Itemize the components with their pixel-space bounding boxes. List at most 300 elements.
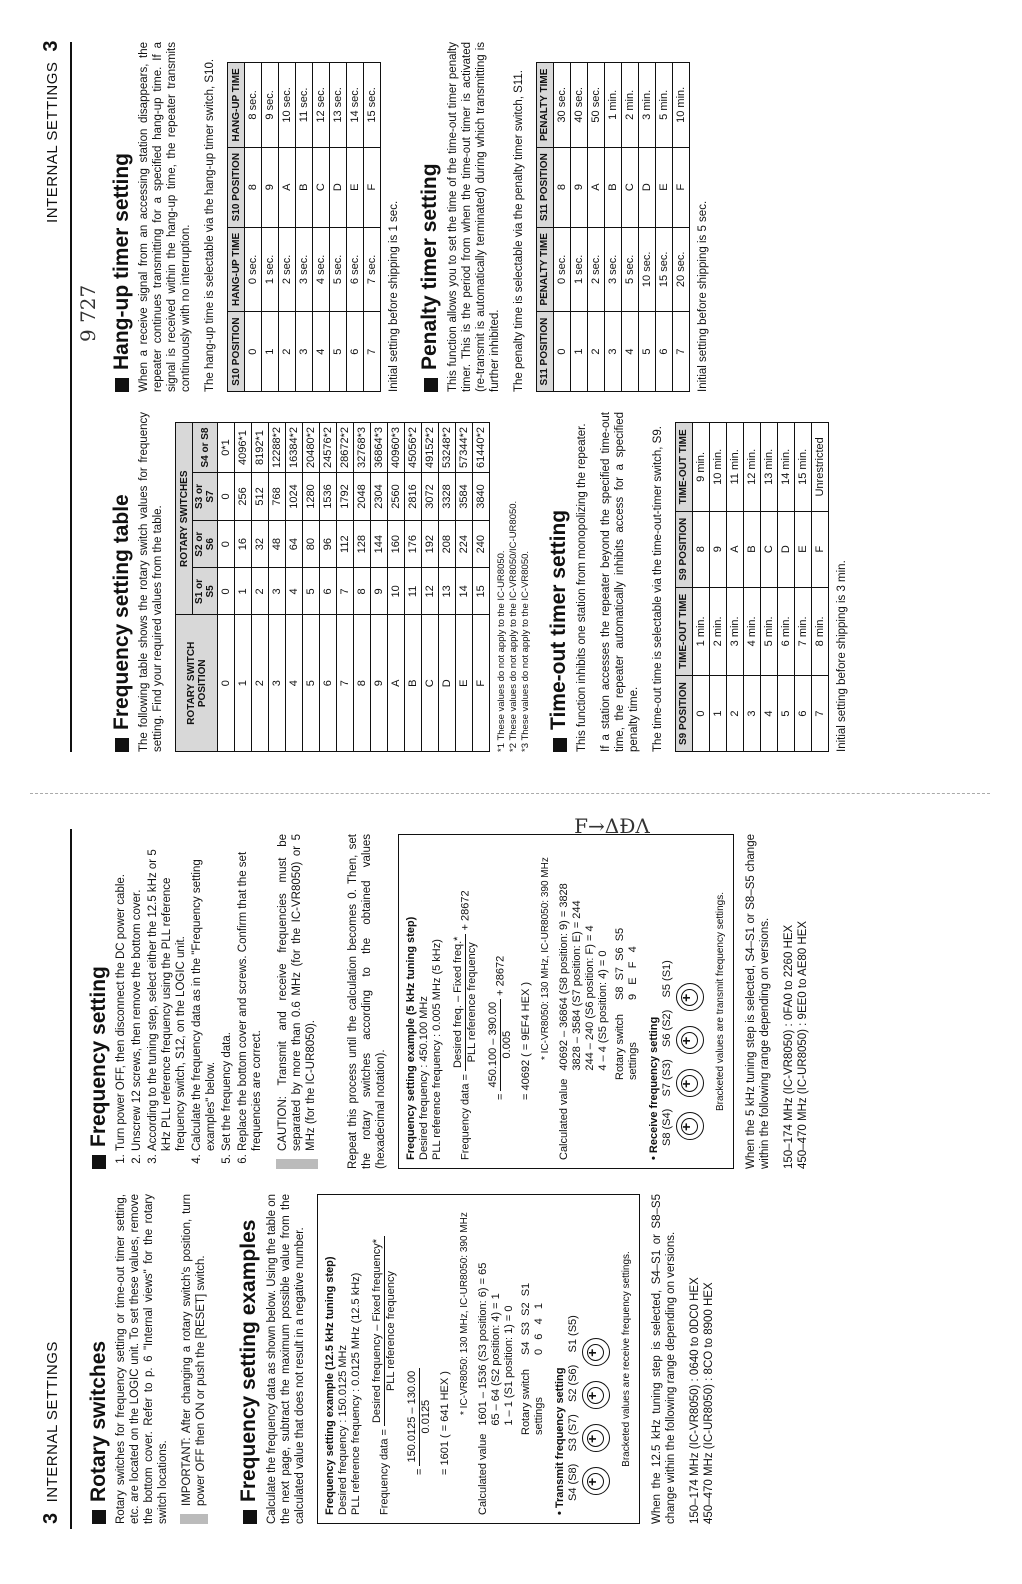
ex1-range-2: 450–470 MHz (IC-UR8050) : 8CO to 8900 HEX [702,1282,715,1524]
table-cell: 3328 [439,473,456,521]
table-cell: C [422,615,439,752]
penalty-initial: Initial setting before shipping is 5 sec. [696,200,709,392]
table-row [743,423,760,752]
ex2-range-2: 450–470 MHz (IC-UR8050) : 9EE0 to AE80 HEX [797,920,810,1169]
rotary-switch-icon [676,1112,704,1140]
table-cell: 15 [473,568,490,615]
step-item: 5. Set the frequency data. [220,834,234,1151]
table-cell: 2560 [388,473,405,521]
table-cell: 5 min. [655,63,672,148]
table-row [439,423,456,752]
table-cell: 1 sec. [262,227,279,312]
table-cell: 10 [388,568,405,615]
ex1-calc-row: 65 – 64 (S2 position: 4) = 1 [489,1293,502,1426]
table-cell: B [405,615,422,752]
table-cell: 36864*3 [371,423,388,473]
left-page-header [40,1341,63,1524]
table-cell: 12 min. [743,423,760,512]
rotary-switches-heading: Rotary switches [92,1194,106,1524]
table-cell: E [347,147,364,227]
table-cell: 0 [218,615,235,752]
table-cell: 4 [286,568,303,615]
example-5khz-box [398,834,734,1169]
table-cell: 5 sec. [621,227,638,312]
handwritten-scribble: F→ΔƉΛ [574,814,650,839]
table-cell: 12 sec. [313,63,330,148]
table-row [473,423,490,752]
col-header: S10 POSITION [228,147,245,227]
table-cell: 1280 [303,473,320,521]
rotary-switch-icon [676,1026,704,1054]
table-cell: 1 [235,568,252,615]
ex2-calc-row: 244 – 240 (S6 position: F) = 4 [584,925,597,1071]
table-cell: 32 [252,520,269,567]
step-item: 3. According to the tuning step, select either the 12.5 kHz or 5 kHz PLL reference frequency using the PLL reference frequency switch, S12, on the LOGIC unit. [146,834,188,1151]
hangup-p2: The hang-up time is selectable via the hang-up timer switch, S10. [204,58,217,392]
table-cell: 9 sec. [262,63,279,148]
table-row [388,423,405,752]
tx-switch-labels: S4 (S8) S3 (S7) S2 (S6) S1 (S5) [566,1315,579,1501]
table-cell: 3 min. [638,63,655,148]
table-cell: F [672,147,689,227]
table-row [692,423,709,752]
ex2-calc: = 450.100 – 390.00 0.005 + 28672 [487,955,514,1100]
rx-switch-row [674,843,710,1146]
table-cell: 7 [337,615,354,752]
right-column-1 [110,412,849,752]
table-cell: 8 [354,568,371,615]
table-row [794,423,811,752]
table-row [811,423,828,752]
table-row [638,63,655,392]
timeout-p3: The time-out time is selectable via the time-out-timer switch, S9. [651,426,664,752]
table-cell: E [794,511,811,587]
table-cell: E [456,615,473,752]
table-row [553,63,570,392]
table-cell: 9 [709,511,726,587]
table-cell: 240 [473,520,490,567]
ex2-calc-row: 4 – 4 (S5 position: 4) = 0 [597,950,610,1071]
ex1-calc-block: Calculated value 1601 – 1536 (S3 position: 6) = 65 65 – 64 (S2 position: 4) = 1 1 – 1 (S1 position: 1) = 0 [476,1262,515,1515]
col-header: PENALTY TIME [536,63,553,148]
table-cell: 6 min. [777,587,794,676]
col-header: S11 POSITION [536,312,553,392]
repeat-process-text: Repeat this process until the calculation becomes 0. Then, set the rotary switches according to the obtained values (hexadecimal notation). [347,834,388,1169]
frequency-setting-table [175,422,490,752]
ex1-heading: Frequency setting example (12.5 kHz tuning step) [323,1256,336,1515]
left-column-2 [87,834,810,1169]
table-cell: 1 min. [692,587,709,676]
table-cell: 0*1 [218,423,235,473]
ex2-desired: Desired frequency : 450.100 MHz [418,996,431,1160]
table-cell: 11 sec. [296,63,313,148]
freq-examples-heading: Frequency setting examples [242,1194,256,1524]
table-cell: 9 [262,147,279,227]
right-page-number: 3 [40,40,62,52]
table-cell: A [587,147,604,227]
col-header: S2 or S6 [193,520,218,567]
table-cell: 1 [235,615,252,752]
table-cell: 256 [235,473,252,521]
hangup-initial: Initial setting before shipping is 1 sec. [388,200,401,392]
table-cell: 48 [269,520,286,567]
table-row [405,423,422,752]
table-cell: 6 [320,568,337,615]
table-cell: 0 [218,520,235,567]
table-cell: 192 [422,520,439,567]
table-cell: 40960*3 [388,423,405,473]
table-cell: 5 min. [760,587,777,676]
table-cell: 61440*2 [473,423,490,473]
table-row [235,423,252,752]
table-cell: 8192*1 [252,423,269,473]
table-cell: B [743,511,760,587]
col-header: HANG-UP TIME [228,227,245,312]
table-cell: 20480*2 [303,423,320,473]
col-header: PENALTY TIME [536,227,553,312]
table-cell: 10 sec. [279,63,296,148]
table-row [347,63,364,392]
freq-table-body: The following table shows the rotary switch values for frequency setting. Find your required values from the table. [138,412,165,752]
table-cell: 768 [269,473,286,521]
table-row [269,423,286,752]
table-cell: 5 [330,312,347,392]
table-cell: 2 min. [621,63,638,148]
table-cell: 144 [371,520,388,567]
ex2-range-1: 150–174 MHz (IC-VR8050) : 0FA0 to 2260 HEX [783,924,796,1169]
table-cell: 3 [743,676,760,752]
table-cell: Unrestricted [811,423,828,512]
table-cell: 45056*2 [405,423,422,473]
table-cell: 15 sec. [655,227,672,312]
table-cell: 112 [337,520,354,567]
table-cell: 20 sec. [672,227,689,312]
table-cell: 10 sec. [638,227,655,312]
table-cell: 11 min. [726,423,743,512]
table-row [777,423,794,752]
table-cell: D [638,147,655,227]
table-cell: 9 [570,147,587,227]
table-cell: 5 [638,312,655,392]
table-cell: 1 [709,676,726,752]
table-cell: 53248*2 [439,423,456,473]
table-cell: 8 sec. [245,63,262,148]
table-cell: 3 [269,615,286,752]
table-cell: 4 min. [743,587,760,676]
table-cell: 15 min. [794,423,811,512]
table-cell: 1 [262,312,279,392]
section-bullet-icon [115,378,129,392]
table-cell: 6 [320,615,337,752]
col-header: S9 POSITION [675,511,692,587]
table-row [313,63,330,392]
table-cell: 2 min. [709,587,726,676]
table-cell: 3072 [422,473,439,521]
table-cell: 1 sec. [570,227,587,312]
table-cell: B [604,147,621,227]
table-cell: 13 min. [760,423,777,512]
table-cell: 2 [726,676,743,752]
col-header: S11 POSITION [536,147,553,227]
table-cell: 49152*2 [422,423,439,473]
table-cell: 7 [364,312,381,392]
table-cell: 5 [303,568,320,615]
col-header: S3 or S7 [193,473,218,521]
table-cell: 3 [604,312,621,392]
table-cell: 57344*2 [456,423,473,473]
table-cell: 8 [245,147,262,227]
ex1-calc-row: 1 – 1 (S1 position: 1) = 0 [502,1305,515,1426]
table-cell: A [279,147,296,227]
ex2-pll: PLL reference frequency : 0.005 MHz (5 kHz) [431,939,444,1160]
table-cell: 9 [371,568,388,615]
table-cell: 2 sec. [279,227,296,312]
table-cell: 96 [320,520,337,567]
table-row [587,63,604,392]
table-cell: 4 [286,615,303,752]
table-cell: 8 [692,511,709,587]
table-cell: 6 sec. [347,227,364,312]
table-cell: 3 sec. [604,227,621,312]
table-cell: 4 [760,676,777,752]
table-row [621,63,638,392]
table-cell: C [313,147,330,227]
table-cell: 24576*2 [320,423,337,473]
ex1-rotary-settings: Rotary switch settings S4 S3 S2 S1 0 6 4 1 [519,1282,545,1435]
hangup-table [227,42,381,392]
table-row [570,63,587,392]
table-row [279,63,296,392]
table-cell: 128 [354,520,371,567]
table-cell: 2 [279,312,296,392]
table-cell: 13 [439,568,456,615]
rx-switch-labels: S8 (S4) S7 (S3) S6 (S2) S5 (S1) [661,960,674,1146]
ex2-range-text: When the 5 kHz tuning step is selected, S4–S1 or S8–S5 change within the following range depending on versions. [745,834,772,1169]
ex1-fixed-note: * IC-VR8050: 130 MHz, IC-UR8050: 390 MHz [458,1212,470,1415]
table-row [218,423,235,752]
table-cell: 208 [439,520,456,567]
table-cell: 13 sec. [330,63,347,148]
penalty-table [536,42,690,392]
table-row [330,63,347,392]
table-cell: 3 [269,568,286,615]
table-cell: A [726,511,743,587]
ex1-pll: PLL reference frequency : 0.0125 MHz (12.5 kHz) [349,1272,362,1515]
table-cell: 1792 [337,473,354,521]
table-row [286,423,303,752]
table-cell: B [296,147,313,227]
section-bullet-icon [92,1155,106,1169]
table-cell: 0 [218,568,235,615]
table-row [262,63,279,392]
table-cell: 3 min. [726,587,743,676]
important-note: IMPORTANT: After changing a rotary switch's position, turn power OFF then ON or push the [RESET] switch. [180,1194,208,1524]
ex1-calc: = 150.0125 – 130.00 0.0125 [406,1203,433,1475]
table-row [371,423,388,752]
ex1-formula: Frequency data = Desired frequency – Fixed frequency* PLL reference frequency [371,1203,398,1515]
right-header-title: INTERNAL SETTINGS [44,61,61,223]
table-cell: 8 [553,147,570,227]
table-row [320,423,337,752]
penalty-p1: This function allows you to set the time of the time-out timer penalty timer. This is the period from when the time-out timer is activated (re-transmit is automatically terminated) during which transmitting is further inhibited. [446,42,501,392]
ex2-calc-block: Calculated value 40692 – 36864 (S8 position: 9) = 3828 3828 – 3584 (S7 position: E) = 244 244 – 240 (S6 position: F) = 4 4 – 4 (S5 position: 4) = 0 [558,883,610,1160]
table-cell: 30 sec. [553,63,570,148]
table-cell: 3 [296,312,313,392]
table-cell: 14 [456,568,473,615]
table-cell: 7 [811,676,828,752]
right-page-header [40,40,63,223]
timeout-p2: If a station accesses the repeater beyond the specified time-out time, the repeater automatically inhibits access for a specified penalty time. [599,412,640,752]
footnote: *1 These values do not apply to the IC-UR8050. [496,550,508,752]
table-cell: 9 [371,615,388,752]
table-cell: 2 [252,615,269,752]
table-cell: 0 [245,312,262,392]
table-cell: 5 [777,676,794,752]
table-cell: 176 [405,520,422,567]
table-cell: 4 [313,312,330,392]
table-cell: 9 min. [692,423,709,512]
col-header: TIME-OUT TIME [675,587,692,676]
tx-setting-title: • Transmit frequency setting [553,1367,566,1515]
penalty-heading: Penalty timer setting [423,42,437,392]
rotary-switches-body: Rotary switches for frequency setting or time-out timer setting, etc. are located on the LOGIC unit. To set these values, remove the bottom cover. Refer to p. 6 "Internal views" for the rotary switch locations. [115,1194,170,1524]
table-cell: F [364,147,381,227]
step-item: 4. Calculate the frequency data as in the "Frequency setting examples" below. [190,834,218,1151]
ex1-range-text: When the 12.5 kHz tuning step is selected, S4–S1 or S8–S5 change within the following range depending on versions. [650,1194,677,1524]
table-cell: 16384*2 [286,423,303,473]
table-cell: 3584 [456,473,473,521]
col-header: HANG-UP TIME [228,63,245,148]
left-header-rule [70,829,72,1529]
table-cell: 0 sec. [245,227,262,312]
hangup-p1: When a receive signal from an accessing station disappears, the repeater continues transmitting for a specified hang-up time. If a signal is received within the hang-up time, the repeater transmits continuously with no interruption. [138,42,193,392]
col-header: S1 or S5 [193,568,218,615]
table-cell: D [777,511,794,587]
freq-setting-heading: Frequency setting [92,834,106,1169]
timer-table [227,62,381,392]
table-cell: 2 [587,312,604,392]
timeout-p1: This function inhibits one station from monopolizing the repeater. [575,423,588,752]
page-fold-line [30,792,990,794]
table-cell: 512 [252,473,269,521]
step-item: 1. Turn power OFF, then disconnect the DC power cable. [114,834,128,1151]
ex2-formula: Frequency data = Desired freq. – Fixed freq.* PLL reference frequency + 28672 [452,890,479,1160]
table-cell: 5 [303,615,320,752]
section-bullet-icon [92,1510,106,1524]
table-row [655,63,672,392]
table-row [672,63,689,392]
table-row [456,423,473,752]
table-cell: 1 [570,312,587,392]
footnote: *3 These values do not apply to the IC-VR8050. [520,550,532,752]
table-cell: 2816 [405,473,422,521]
table-cell: 6 [655,312,672,392]
table-cell: 80 [303,520,320,567]
table-cell: 64 [286,520,303,567]
table-cell: F [811,511,828,587]
table-cell: 7 [672,312,689,392]
col-header: TIME-OUT TIME [675,423,692,512]
section-bullet-icon [243,1510,257,1524]
ex2-result: = 40692 ( = 9EF4 HEX ) [520,981,533,1100]
table-cell: 7 sec. [364,227,381,312]
step-item: 2. Unscrew 12 screws, then remove the bottom cover. [130,834,144,1151]
table-row [252,423,269,752]
rotary-switch-icon [676,983,704,1011]
col-header: S9 POSITION [675,676,692,752]
ex2-bracket-note: Bracketed values are transmit frequency settings. [715,892,727,1111]
ex1-desired: Desired frequency : 150.0125 MHz [336,1345,349,1515]
col-header-position: ROTARY SWITCH POSITION [176,615,218,752]
table-cell: 3 sec. [296,227,313,312]
table-cell: 1536 [320,473,337,521]
table-cell: 3840 [473,473,490,521]
table-cell: 8 [354,615,371,752]
section-bullet-icon [553,738,567,752]
ex1-bracket-note: Bracketed values are receive frequency settings. [620,1251,632,1467]
table-cell: 224 [456,520,473,567]
col-header: S4 or S8 [193,423,218,473]
example-12-5khz-box [317,1194,640,1524]
rotary-switch-icon [582,1424,610,1452]
table-cell: 14 min. [777,423,794,512]
ex2-heading: Frequency setting example (5 kHz tuning step) [405,916,418,1160]
table-row [245,63,262,392]
table-cell: D [439,615,456,752]
tx-switch-row [580,1203,616,1501]
table-cell: C [760,511,777,587]
freq-table-heading: Frequency setting table [115,412,129,752]
rx-setting-title: • Receive frequency setting [648,1016,661,1160]
table-row [354,423,371,752]
table-row [422,423,439,752]
ex2-rotary-settings: Rotary switch settings S8 S7 S6 S5 9 E F 4 [614,927,640,1080]
ex2-fixed-note: * IC-VR8050: 130 MHz, IC-UR8050: 390 MHz [540,857,552,1060]
ex1-result: = 1601 ( = 641 HEX ) [438,1371,451,1475]
table-cell: 28672*2 [337,423,354,473]
freq-table-notes [496,412,532,752]
table-cell: 0 [218,473,235,521]
table-cell: A [388,615,405,752]
table-cell: 2 sec. [587,227,604,312]
table-cell: 12 [422,568,439,615]
table-cell: 5 sec. [330,227,347,312]
left-page [0,794,1022,1584]
table-row [709,423,726,752]
table-cell: 4 sec. [313,227,330,312]
table-cell: 12288*2 [269,423,286,473]
table-cell: 2304 [371,473,388,521]
ex1-calc-row: 1601 – 1536 (S3 position: 6) = 65 [476,1262,489,1426]
table-row [364,63,381,392]
table-cell: 4096*1 [235,423,252,473]
table-cell: 1 min. [604,63,621,148]
table-cell: 160 [388,520,405,567]
table-cell: 4 [621,312,638,392]
table-cell: E [655,147,672,227]
table-cell: 8 min. [811,587,828,676]
table-row [726,423,743,752]
table-cell: D [330,147,347,227]
table-cell: 0 sec. [553,227,570,312]
rotary-switch-icon [582,1381,610,1409]
timer-table [675,422,829,752]
table-cell: 10 min. [672,63,689,148]
section-bullet-icon [424,378,438,392]
table-cell: 1024 [286,473,303,521]
right-header-rule [70,42,72,752]
footnote: *2 These values do not apply to the IC-VR8050/IC-UR8050. [508,500,520,752]
